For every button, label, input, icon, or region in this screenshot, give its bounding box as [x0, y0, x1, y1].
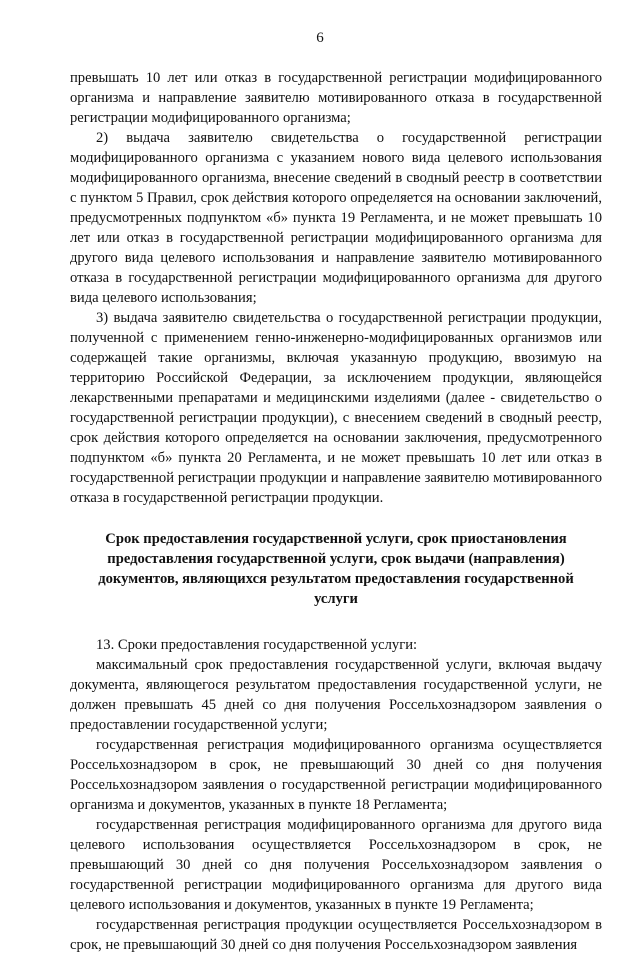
paragraph-product-registration: государственная регистрация продукции осуществляется Россельхознадзором в срок, не превышающий 30 дней со дня получения Россельхознадзором заявления	[70, 917, 602, 953]
paragraph-other-use-registration: государственная регистрация модифицированного организма для другого вида целевого использования осуществляется Россельхознадзором в срок, не превышающий 30 дней со дня получения Россельхознадзором заявления о государственной регистрации модифицированного организма для другого вида целевого использования и документов, указанных в пункте 19 Регламента;	[70, 817, 602, 913]
document-body	[70, 68, 602, 955]
paragraph-item-3: 3) выдача заявителю свидетельства о государственной регистрации продукции, полученной с применением генно-инженерно-модифицированных организмов или содержащей такие организмы, включая указанную продукцию, ввозимую на территорию Российской Федерации, за исключением продукции, являющейся лекарственными препаратами и медицинскими изделиями (далее - свидетельство о государственной регистрации продукции), с внесением сведений в сводный реестр, срок действия которого определяется на основании заключения, предусмотренного подпунктом «б» пункта 20 Регламента, и не может превышать 10 лет или отказ в государственной регистрации продукции и направление заявителю мотивированного отказа в государственной регистрации продукции.	[70, 310, 602, 506]
paragraph-continuation: превышать 10 лет или отказ в государственной регистрации модифицированного организма и направление заявителю мотивированного отказа в государственной регистрации модифицированного организма;	[70, 70, 602, 126]
paragraph-max-term: максимальный срок предоставления государственной услуги, включая выдачу документа, являющегося результатом предоставления государственной услуги, не должен превышать 45 дней со дня получения Россельхознадзором заявления о предоставлении государственной услуги;	[70, 657, 602, 733]
section-heading: Срок предоставления государственной услуги, срок приостановления предоставления государственной услуги, срок выдачи (направления) документов, являющихся результатом предоставления государственной услуги	[98, 531, 574, 607]
paragraph-item-2: 2) выдача заявителю свидетельства о государственной регистрации модифицированного организма с указанием нового вида целевого использования модифицированного организма, внесение сведений в сводный реестр в соответствии с пунктом 5 Правил, срок действия которого определяется на основании заключений, предусмотренных подпунктом «б» пункта 19 Регламента, и не может превышать 10 лет или отказ в государственной регистрации модифицированного организма для другого вида целевого использования и направление заявителю мотивированного отказа в государственной регистрации модифицированного организма для другого вида целевого использования;	[70, 130, 602, 306]
paragraph-organism-registration: государственная регистрация модифицированного организма осуществляется Россельхознадзором в срок, не превышающий 30 дней со дня получения Россельхознадзором заявления о государственной регистрации модифицированного организма и документов, указанных в пункте 18 Регламента;	[70, 737, 602, 813]
page-number: 6	[316, 30, 324, 46]
paragraph-13: 13. Сроки предоставления государственной услуги:	[96, 637, 418, 653]
